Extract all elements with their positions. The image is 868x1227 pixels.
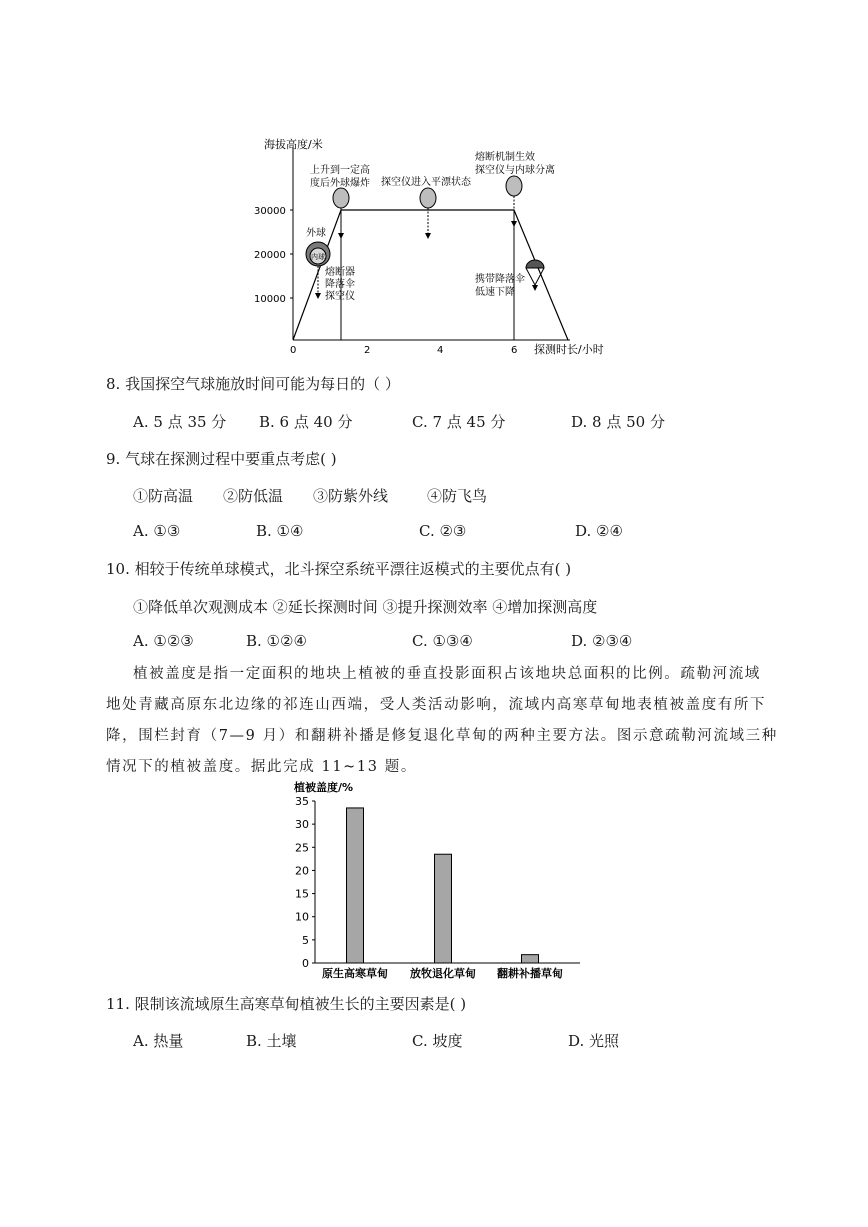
bar-chart-y-tick-label: 5 bbox=[302, 933, 309, 947]
y-axis-label: 海拔高度/米 bbox=[264, 138, 323, 151]
vegetation-coverage-chart bbox=[280, 776, 590, 986]
q9-option-d: D. ②④ bbox=[575, 522, 623, 540]
y-tick-label: 30000 bbox=[254, 206, 286, 217]
annotation-fuse-device-2: 降落伞 bbox=[325, 279, 355, 290]
q10-option-c: C. ①③④ bbox=[412, 632, 473, 650]
q9-option-a: A. ①③ bbox=[133, 522, 181, 540]
burst-balloon-icon bbox=[333, 188, 349, 208]
annotation-fuse-device-3: 探空仪 bbox=[325, 291, 355, 302]
balloon-altitude-chart bbox=[250, 135, 630, 360]
passage-line-1: 植被盖度是指一定面积的地块上植被的垂直投影面积占该地块总面积的比例。疏勒河流域 bbox=[133, 666, 761, 682]
q10-option-a: A. ①②③ bbox=[133, 632, 194, 650]
bar-chart-ylabel: 植被盖度/% bbox=[294, 781, 354, 794]
question-8-stem: 8. 我国探空气球施放时间可能为每日的（ ） bbox=[106, 375, 400, 393]
bar-category-label: 放牧退化草甸 bbox=[410, 967, 476, 980]
q10-option-d: D. ②③④ bbox=[571, 632, 633, 650]
annotation-parachute-1: 携带降落伞 bbox=[475, 274, 525, 285]
x-axis-label: 探测时长/小时 bbox=[534, 343, 604, 356]
q11-option-b: B. 土壤 bbox=[246, 1032, 297, 1050]
annotation-burst-1: 上升到一定高 bbox=[310, 165, 370, 176]
question-11-stem: 11. 限制该流域原生高寒草甸植被生长的主要因素是( ) bbox=[106, 995, 467, 1013]
bar-1 bbox=[347, 808, 364, 963]
passage-line-2: 地处青藏高原东北边缘的祁连山西端，受人类活动影响，流域内高寒草甸地表植被盖度有所下 bbox=[106, 697, 767, 713]
x-tick-label: 0 bbox=[290, 345, 297, 356]
q10-items: ①降低单次观测成本 ②延长探测时间 ③提升探测效率 ④增加探测高度 bbox=[133, 598, 598, 616]
bar-chart-y-tick-label: 15 bbox=[295, 887, 309, 901]
annotation-fuse-device-1: 熔断器 bbox=[325, 267, 355, 278]
q8-option-c: C. 7 点 45 分 bbox=[412, 413, 506, 431]
q8-option-a: A. 5 点 35 分 bbox=[133, 413, 227, 431]
passage-line-4: 情况下的植被盖度。据此完成 11~13 题。 bbox=[106, 759, 417, 775]
passage-line-3: 降，围栏封育（7—9 月）和翻耕补播是修复退化草甸的两种主要方法。图示意疏勒河流域三种 bbox=[106, 728, 778, 744]
bar-category-label: 翻耕补播草甸 bbox=[497, 967, 563, 980]
float-balloon-icon bbox=[420, 188, 436, 208]
q9-item-3: ③防紫外线 bbox=[313, 487, 389, 505]
y-tick-label: 20000 bbox=[254, 250, 286, 261]
x-tick-label: 4 bbox=[437, 345, 444, 356]
q10-option-b: B. ①②④ bbox=[246, 632, 307, 650]
q8-option-b: B. 6 点 40 分 bbox=[259, 413, 353, 431]
bar-chart-y-tick-label: 10 bbox=[295, 910, 309, 924]
bar-chart-y-tick-label: 35 bbox=[295, 795, 309, 808]
x-tick-label: 6 bbox=[511, 345, 518, 356]
question-9-stem: 9. 气球在探测过程中要重点考虑( ) bbox=[106, 450, 337, 468]
q11-option-d: D. 光照 bbox=[568, 1032, 620, 1050]
question-10-stem: 10. 相较于传统单球模式，北斗探空系统平漂往返模式的主要优点有( ) bbox=[106, 560, 572, 578]
fuse-balloon-icon bbox=[506, 176, 522, 196]
q8-option-d: D. 8 点 50 分 bbox=[571, 413, 665, 431]
q9-option-c: C. ②③ bbox=[419, 522, 467, 540]
q9-item-4: ④防飞鸟 bbox=[427, 487, 488, 505]
annotation-outer-ball: 外球 bbox=[306, 228, 326, 239]
bar-chart-y-tick-label: 25 bbox=[295, 841, 309, 855]
q9-item-1: ①防高温 bbox=[133, 487, 194, 505]
annotation-fuse-2: 探空仪与内球分离 bbox=[475, 165, 555, 176]
q9-item-2: ②防低温 bbox=[223, 487, 284, 505]
annotation-float: 探空仪进入平漂状态 bbox=[381, 177, 471, 188]
annotation-parachute-2: 低速下降 bbox=[475, 287, 515, 298]
bar-3 bbox=[522, 955, 539, 963]
annotation-fuse-1: 熔断机制生效 bbox=[475, 152, 535, 163]
y-tick-label: 10000 bbox=[254, 294, 286, 305]
x-tick-label: 2 bbox=[364, 345, 371, 356]
parachute-icon bbox=[526, 260, 544, 268]
bar-chart-y-tick-label: 30 bbox=[295, 818, 309, 832]
bar-category-label: 原生高寒草甸 bbox=[322, 967, 388, 980]
q11-option-a: A. 热量 bbox=[133, 1032, 184, 1050]
inner-ball-label: 内球 bbox=[311, 253, 325, 261]
bar-2 bbox=[435, 854, 452, 963]
annotation-burst-2: 度后外球爆炸 bbox=[310, 178, 370, 189]
q11-option-c: C. 坡度 bbox=[412, 1032, 463, 1050]
bar-chart-y-tick-label: 0 bbox=[302, 957, 309, 970]
q9-option-b: B. ①④ bbox=[256, 522, 304, 540]
bar-chart-y-tick-label: 20 bbox=[295, 864, 309, 878]
